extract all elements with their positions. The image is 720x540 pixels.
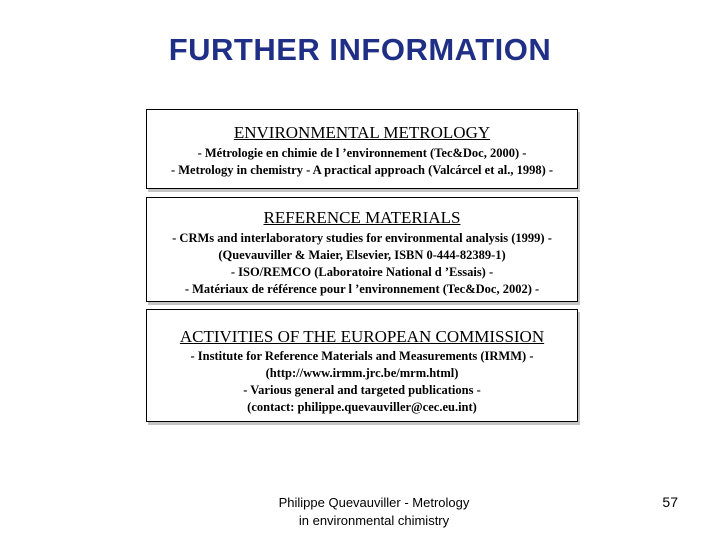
environmental-metrology-box [146,109,578,189]
page-number: 57 [662,494,678,510]
reference-line: - Matériaux de référence pour l ’environnement (Tec&Doc, 2002) - [184,282,540,296]
footer-topic-line: in environmental chimistry [298,513,450,528]
reference-line: - Various general and targeted publications - [243,383,481,397]
reference-materials-box [146,197,578,302]
slide-footer [240,494,508,530]
reference-line: - Institute for Reference Materials and Measurements (IRMM) - [190,349,534,363]
section-heading: ACTIVITIES OF THE EUROPEAN COMMISSION [179,327,545,346]
section-heading: ENVIRONMENTAL METROLOGY [233,123,491,142]
reference-line: - Métrologie en chimie de l ’environnement (Tec&Doc, 2000) - [197,146,527,160]
footer-author-line: Philippe Quevauviller - Metrology [278,495,470,510]
reference-line: - CRMs and interlaboratory studies for environmental analysis (1999) - [172,231,552,245]
slide-title: FURTHER INFORMATION [168,32,552,67]
reference-line: - Metrology in chemistry - A practical approach (Valcárcel et al., 1998) - [170,163,554,177]
reference-line: - ISO/REMCO (Laboratoire National d ’Essais) - [230,265,494,279]
section-heading: REFERENCE MATERIALS [263,208,461,227]
reference-link-line: (http://www.irmm.jrc.be/mrm.html) [265,366,459,380]
contact-line: (contact: philippe.quevauviller@cec.eu.int) [247,400,477,414]
european-commission-box [146,309,578,422]
reference-line: (Quevauviller & Maier, Elsevier, ISBN 0-444-82389-1) [218,248,506,262]
